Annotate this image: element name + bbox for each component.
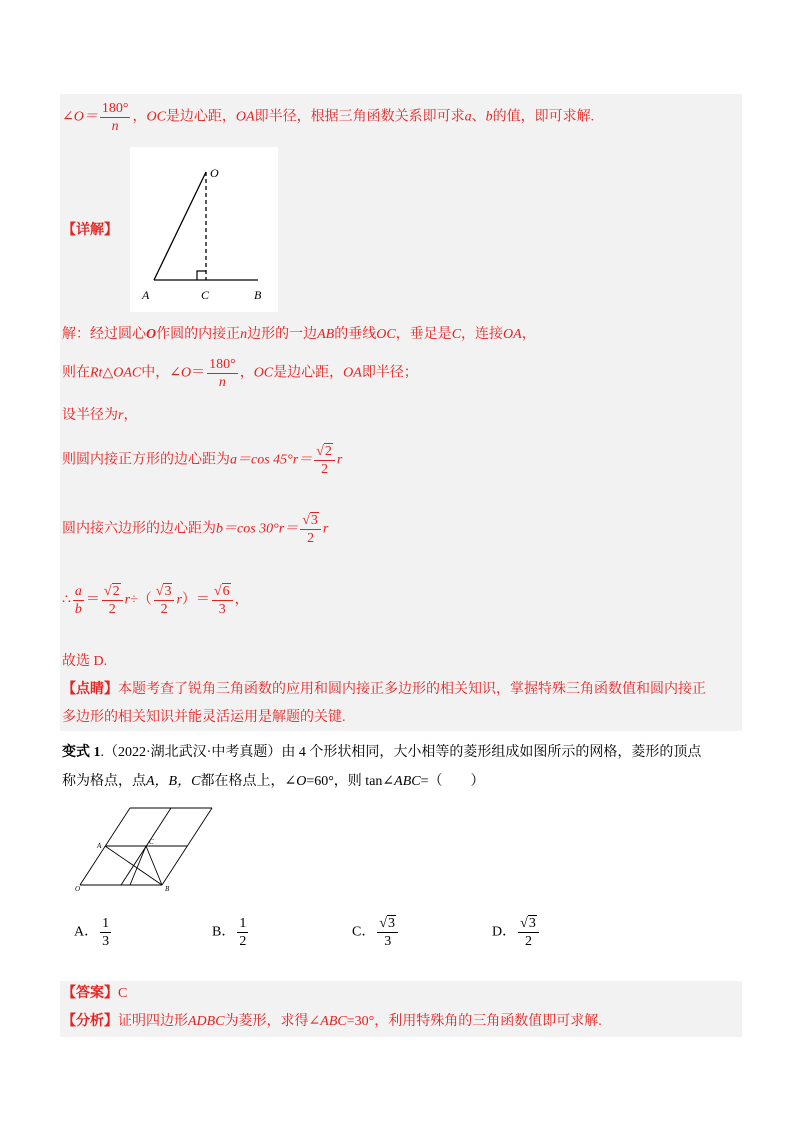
solution-line-1: 解：经过圆心O作圆的内接正n边形的一边AB的垂线OC，垂足是C，连接OA，: [62, 327, 536, 342]
option-C[interactable]: C． $\frac{√3}{3}$: [352, 915, 400, 950]
angle-fraction: $\frac{180^\circ}{n}$: [101, 101, 129, 134]
ratio-sqrt3: $\frac{√3}{2}$: [154, 583, 175, 618]
variant-line-2: 称为格点，点A，B，C都在格点上，∠O=60°，则 tan∠ABC=（ ）: [62, 774, 485, 789]
solution-line-5: 圆内接六边形的边心距为b＝cos 30°r＝ $\frac{√3}{2}$ r: [62, 513, 329, 546]
option-D[interactable]: D． $\frac{√3}{2}$: [492, 915, 541, 950]
option-A-fraction: $\frac{1}{3}$: [102, 916, 110, 949]
answer-line: 【答案】C: [62, 986, 128, 1001]
sqrt2-over-2: $\frac{√2}{2}$: [314, 443, 335, 478]
option-C-fraction: $\frac{√3}{3}$: [377, 915, 398, 950]
solution-line-3: 设半径为r，: [62, 408, 138, 423]
right-angle-mark: [197, 271, 206, 280]
label-O: O: [210, 166, 219, 180]
sqrt3-over-2: $\frac{√3}{2}$: [300, 512, 321, 547]
solution-line-2: 则在Rt△OAC中，∠O＝ $\frac{180^\circ}{n}$ ，OC是边心距，OA即半径；: [62, 357, 418, 390]
label-A: A: [142, 288, 150, 302]
solution-line-7: 故选 D.: [62, 654, 108, 669]
ratio-sqrt2: $\frac{√2}{2}$: [102, 583, 123, 618]
rhombus-grid-diagram: [70, 800, 220, 895]
comment-line-2: 多边形的相关知识并能灵活运用是解题的关键.: [62, 710, 346, 725]
angle-fraction-2: $\frac{180^\circ}{n}$: [209, 357, 236, 390]
a-over-b: $\frac{a}{b}$: [74, 584, 82, 617]
detail-label: 【详解】: [62, 223, 118, 238]
option-B[interactable]: B． $\frac{1}{2}$: [212, 916, 247, 949]
rhombus-grid-figure: [70, 800, 220, 895]
solution-line-4: 则圆内接正方形的边心距为a＝cos 45°r＝ $\frac{√2}{2}$ r: [62, 444, 343, 477]
triangle-diagram: [130, 147, 278, 312]
label-C: C: [149, 838, 154, 846]
option-A[interactable]: A． $\frac{1}{3}$: [74, 916, 110, 949]
segment-OA: [154, 172, 206, 280]
variant-line-1: 变式 1.（2022·湖北武汉·中考真题）由 4 个形状相同，大小相等的菱形组成如图所示的网格，菱形的顶点: [62, 745, 702, 760]
option-B-fraction: $\frac{1}{2}$: [239, 916, 247, 949]
analysis-line: ∠O＝ $\frac{180^\circ}{n}$ ，OC是边心距，OA即半径，根据三角函数关系即可求a、b的值，即可求解.: [62, 101, 595, 134]
segment-CD: [130, 846, 146, 885]
analysis2-line: 【分析】证明四边形ADBC为菱形，求得∠ABC=30°，利用特殊角的三角函数值即可求解.: [62, 1014, 602, 1029]
segment-AB: [105, 846, 162, 885]
label-B: B: [165, 885, 170, 893]
comment-line-1: 【点睛】本题考查了锐角三角函数的应用和圆内接正多边形的相关知识，掌握特殊三角函数值和圆内接正: [62, 682, 706, 697]
label-A: A: [97, 842, 102, 850]
triangle-figure: [130, 147, 278, 312]
grid-right-edge: [162, 808, 212, 885]
solution-line-6: ∴ $\frac{a}{b}$ ＝ $\frac{√2}{2}$ r÷（ $\frac{√3}{2}$ r）＝ $\frac{√6}{3}$ ，: [62, 584, 249, 617]
label-B: B: [254, 288, 262, 302]
ratio-sqrt6: $\frac{√6}{3}$: [212, 583, 233, 618]
label-O: O: [75, 885, 81, 893]
label-C: C: [201, 288, 210, 302]
option-D-fraction: $\frac{√3}{2}$: [518, 915, 539, 950]
